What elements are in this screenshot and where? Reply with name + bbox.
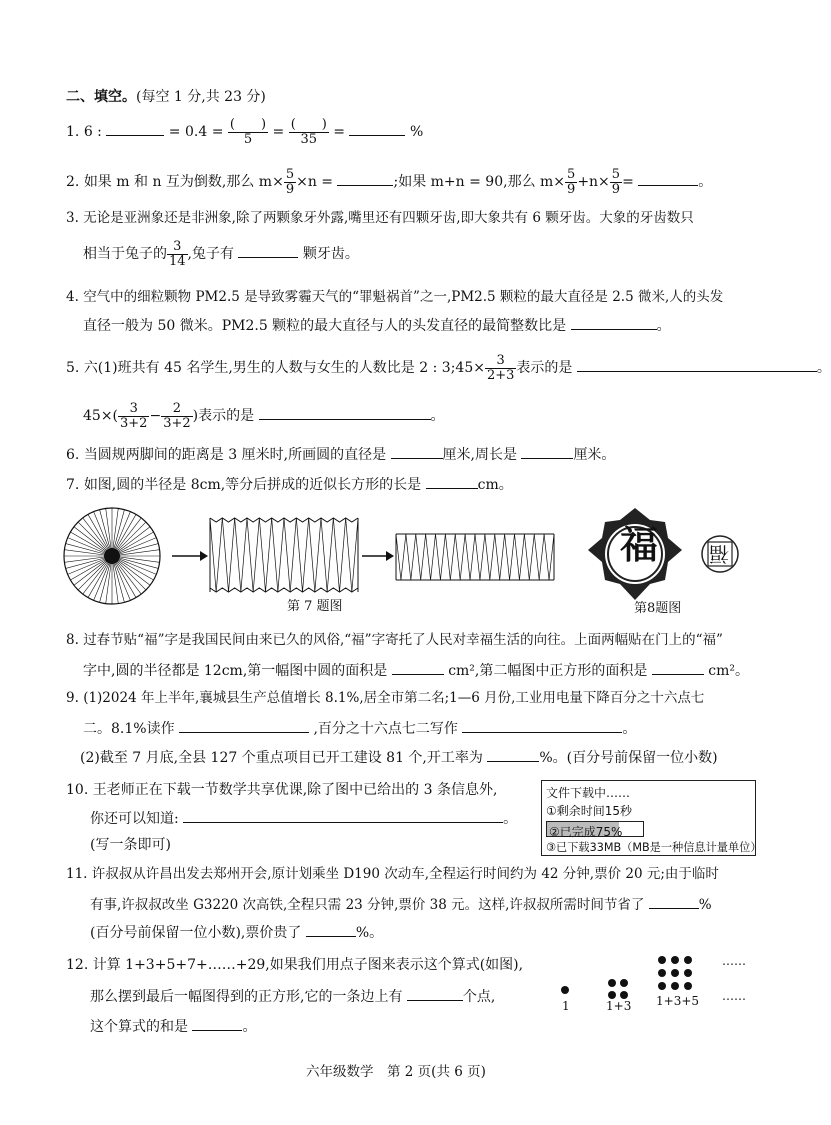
fu-character-2: 福 — [709, 542, 729, 566]
fraction — [610, 168, 622, 196]
q11-text: 有事,许叔叔改坐 G3220 次高铁,全程只需 23 分钟,票价 38 元。这样,许叔叔所需时间节省了 — [90, 897, 645, 913]
fraction-denominator: 3+2 — [163, 415, 191, 431]
answer-blank[interactable] — [407, 988, 463, 1001]
fraction-numerator: 5 — [285, 167, 295, 182]
q4-line1: 空气中的细粒颗物 PM2.5 是导致雾霾天气的“罪魁祸首”之一,PM2.5 颗粒的最大直径是 2.5 微米,人的头发 — [83, 289, 724, 305]
fraction-denominator: 9 — [285, 181, 295, 197]
fraction — [565, 168, 577, 196]
fraction-denominator: 35 — [300, 131, 318, 147]
q9-line1: (1)2024 年上半年,襄城县生产总值增长 8.1%,居全市第二名;1—6 月份,工业用电量下降百分之十六点七 — [83, 690, 705, 706]
q9-text: 二。8.1%读作 — [83, 721, 175, 737]
fraction — [161, 402, 192, 430]
q1-lead: 6 : — [83, 124, 102, 141]
question-11-line2 — [90, 896, 712, 913]
arrow-icon — [172, 551, 208, 561]
q-number: 5. — [66, 360, 80, 377]
download-title: 文件下载中…… — [546, 786, 631, 800]
fraction-denominator: 5 — [243, 131, 253, 147]
q-number: 9. — [66, 690, 79, 706]
dot-label-2: 1+3 — [606, 999, 632, 1013]
q2-text: 如果 m 和 n 互为倒数,那么 m× — [83, 174, 284, 191]
q11-text: % — [698, 897, 712, 913]
q12-text: 计算 1+3+5+7+……+29,如果我们用点子图来表示这个算式(如图), — [92, 957, 524, 973]
q5-end: 。 — [816, 360, 831, 377]
answer-blank[interactable] — [392, 662, 444, 675]
q9-text: %。(百分号前保留一位小数) — [539, 750, 718, 766]
answer-blank[interactable] — [183, 810, 503, 823]
q5-text: 六(1)班共有 45 名学生,男生的人数与女生的人数比是 2 : 3;45× — [83, 360, 485, 377]
q5-text: 表示的是 — [516, 360, 573, 377]
fraction — [118, 402, 149, 430]
answer-blank[interactable] — [521, 446, 573, 459]
answer-blank[interactable] — [259, 407, 431, 420]
q2-end: 。 — [698, 174, 713, 191]
download-progress-bar — [546, 821, 644, 837]
answer-blank[interactable] — [462, 720, 622, 733]
question-12-line2 — [90, 988, 495, 1004]
q5-text: 45×( — [83, 408, 119, 425]
answer-blank[interactable] — [179, 720, 309, 733]
question-4-line2 — [83, 317, 671, 333]
q8-text: 字中,圆的半径都是 12cm,第一幅图中圆的面积是 — [83, 663, 388, 679]
page-footer: 六年级数学 第 2 页(共 6 页) — [306, 1064, 486, 1080]
question-11 — [66, 868, 719, 882]
section-heading: 二、填空。 — [66, 89, 136, 105]
q9-text: 。 — [622, 721, 637, 737]
answer-blank[interactable] — [487, 749, 539, 762]
q10-text: 王老师正在下载一节数学共享优课,除了图中已给出的 3 条信息外, — [92, 782, 498, 798]
question-2 — [66, 168, 712, 196]
q2-text: ×n = — [296, 174, 334, 191]
question-10 — [66, 783, 497, 797]
question-11-line3 — [90, 924, 383, 940]
q10-text: 。 — [503, 811, 518, 827]
q8-text: cm²。 — [708, 663, 750, 679]
question-12 — [66, 958, 523, 972]
answer-blank[interactable] — [649, 896, 699, 909]
q3-text: 相当于兔子的 — [83, 246, 167, 263]
q-number: 1. — [66, 124, 80, 141]
fraction — [284, 168, 296, 196]
approx-rectangle-2 — [396, 534, 554, 580]
q-number: 3. — [66, 210, 79, 226]
answer-blank[interactable] — [238, 245, 298, 258]
q12-text: 。 — [242, 1019, 257, 1035]
q8-text: cm²,第二幅图中正方形的面积是 — [448, 663, 648, 679]
fraction-numerator: 3 — [118, 402, 149, 417]
answer-blank[interactable] — [306, 924, 356, 937]
q11-text: (百分号前保留一位小数),票价贵了 — [90, 925, 302, 941]
question-8-line2 — [83, 662, 749, 678]
answer-blank[interactable] — [652, 662, 704, 675]
q5-end: 。 — [430, 408, 445, 425]
q7-text: 如图,圆的半径是 8cm,等分后拼成的近似长方形的长是 — [83, 477, 422, 493]
q-number: 10. — [66, 782, 89, 798]
answer-blank[interactable] — [337, 173, 393, 186]
q3-text: ,兔子有 — [187, 246, 234, 263]
question-12-line3 — [90, 1018, 256, 1034]
dot — [608, 991, 616, 999]
minus-sign: − — [149, 408, 162, 425]
q9-text: (2)截至 7 月底,全县 127 个重点项目已开工建设 81 个,开工率为 — [80, 750, 483, 766]
q-number: 6. — [66, 447, 80, 463]
q6-text: 当圆规两脚间的距离是 3 厘米时,所画圆的直径是 — [83, 447, 387, 463]
dot — [561, 986, 569, 994]
ellipsis-1: …… — [722, 954, 746, 968]
figure-7-caption: 第 7 题图 — [287, 599, 343, 614]
q-number: 4. — [66, 289, 79, 305]
answer-blank[interactable] — [577, 359, 817, 372]
question-3-line2 — [83, 240, 359, 268]
question-7 — [66, 476, 513, 492]
download-size: ③已下载33MB（MB是一种信息计量单位） — [546, 841, 762, 854]
fraction-numerator: 3 — [167, 240, 188, 255]
q6-text: 厘米,周长是 — [442, 447, 517, 463]
question-8 — [66, 634, 723, 648]
question-10-line2 — [90, 810, 517, 826]
download-info-box — [541, 780, 762, 856]
q1-percent: % — [409, 124, 424, 141]
q1-eq: = 0.4 = — [168, 124, 224, 141]
fraction-numerator: 3 — [485, 354, 516, 369]
section-title — [66, 90, 266, 104]
approx-rectangle-1 — [210, 518, 358, 592]
fraction-numerator: 5 — [611, 167, 621, 182]
q7-text: cm。 — [477, 477, 513, 493]
question-9-line2 — [83, 720, 636, 736]
q8-line1: 过春节贴“福”字是我国民间由来已久的风俗,“福”字寄托了人民对幸福生活的向往。上面两幅贴在门上的“福” — [83, 632, 723, 648]
q2-text: ;如果 m+n = 90,那么 m× — [393, 174, 566, 191]
q3-line1: 无论是亚洲象还是非洲象,除了两颗象牙外露,嘴里还有四颗牙齿,即大象共有 6 颗牙齿。大象的牙齿数只 — [83, 210, 694, 226]
dot-label-1: 1 — [562, 999, 570, 1013]
arrow-icon — [362, 551, 394, 561]
question-5 — [66, 354, 831, 382]
ellipsis-2: …… — [722, 989, 746, 1003]
fraction-denominator: 3+2 — [120, 415, 148, 431]
q-number: 12. — [66, 957, 89, 973]
download-progress-label: ②已完成75% — [549, 825, 623, 839]
q-number: 11. — [66, 866, 88, 882]
q-number: 2. — [66, 174, 80, 191]
fraction — [289, 118, 329, 146]
question-4 — [66, 291, 723, 305]
q6-text: 厘米。 — [573, 447, 616, 463]
q11-text: 许叔叔从许昌出发去郑州开会,原计划乘坐 D190 次动车,全程运行时间约为 42 分钟,票价 20 元;由于临时 — [91, 866, 719, 882]
q12-text: 这个算式的和是 — [90, 1019, 188, 1035]
q9-text: ,百分之十六点七二写作 — [313, 721, 458, 737]
dot — [620, 979, 628, 987]
dot-label-3: 1+3+5 — [656, 994, 700, 1008]
fraction-denominator: 2+3 — [486, 367, 515, 383]
question-1 — [66, 118, 423, 146]
download-remaining-time: ①剩余时间15秒 — [546, 804, 633, 818]
fu-character-1: 福 — [620, 522, 659, 567]
figure-8-caption: 第8题图 — [634, 601, 682, 616]
q-number: 7. — [66, 477, 80, 493]
fraction-numerator: 5 — [567, 167, 576, 182]
answer-blank[interactable] — [192, 1018, 242, 1031]
fraction-denominator: 9 — [611, 181, 621, 197]
q2-text: = — [622, 174, 634, 191]
q-number: 8. — [66, 632, 79, 648]
answer-blank[interactable] — [349, 123, 405, 136]
question-10-line3: (写一条即可) — [90, 837, 171, 853]
q2-text: +n× — [577, 174, 610, 191]
question-9-line3 — [80, 749, 718, 765]
divided-circle-figure — [64, 508, 160, 604]
q10-text: 你还可以知道: — [90, 811, 179, 827]
question-5-line2 — [83, 402, 445, 430]
dot — [608, 979, 616, 987]
fraction-numerator: ( ) — [290, 117, 327, 132]
fraction-denominator: 9 — [567, 181, 576, 197]
answer-blank[interactable] — [106, 123, 164, 136]
question-3 — [66, 212, 694, 226]
fraction-denominator: 14 — [169, 253, 186, 269]
section-note: (每空 1 分,共 23 分) — [136, 89, 266, 105]
question-9 — [66, 692, 704, 706]
q4-end: 。 — [656, 318, 671, 334]
fraction — [485, 354, 516, 382]
question-6 — [66, 446, 615, 462]
q12-text: 个点, — [462, 989, 496, 1005]
dot — [620, 991, 628, 999]
answer-blank[interactable] — [638, 173, 698, 186]
q1-eq: = — [272, 124, 285, 141]
q1-eq: = — [333, 124, 346, 141]
q4-line2: 直径一般为 50 微米。PM2.5 颗粒的最大直径与人的头发直径的最简整数比是 — [83, 318, 567, 334]
fraction — [167, 240, 188, 268]
q11-text: %。 — [355, 925, 384, 941]
q5-text: )表示的是 — [192, 408, 255, 425]
fraction — [228, 118, 268, 146]
fraction-numerator: 2 — [161, 402, 192, 417]
q3-text: 颗牙齿。 — [302, 246, 359, 263]
dot-grid-3x3 — [658, 956, 692, 990]
answer-blank[interactable] — [391, 446, 443, 459]
answer-blank[interactable] — [426, 476, 478, 489]
fraction-numerator: ( ) — [229, 117, 267, 132]
answer-blank[interactable] — [571, 317, 657, 330]
q12-text: 那么摆到最后一幅图得到的正方形,它的一条边上有 — [90, 989, 403, 1005]
